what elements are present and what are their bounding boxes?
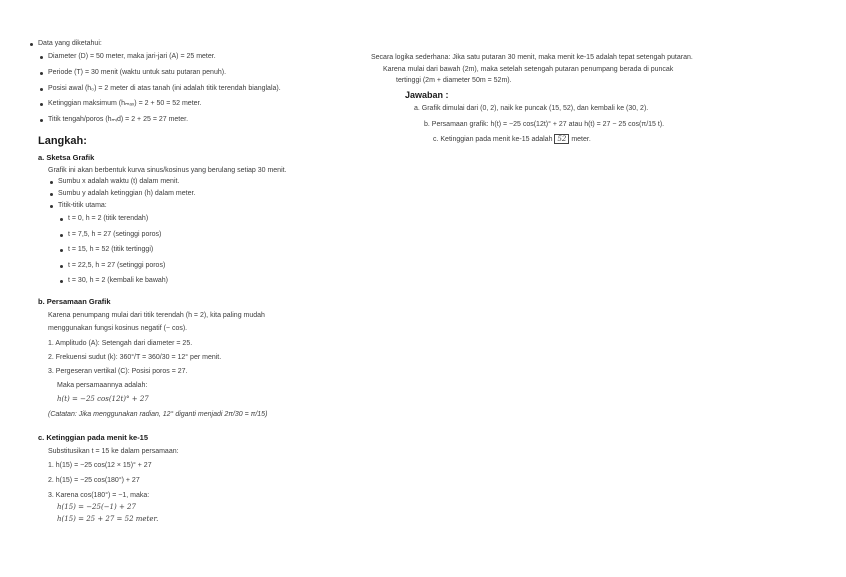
b-maka: Maka persamaannya adalah: — [57, 382, 148, 389]
b-step-amplitudo: 1. Amplitudo (A): Setengah dari diameter = 25. — [48, 340, 193, 347]
bullet — [40, 72, 43, 75]
a-point: t = 0, h = 2 (titik terendah) — [68, 215, 149, 222]
bullet — [60, 234, 63, 237]
data-item-posisi-awal: Posisi awal (h₀) = 2 meter di atas tanah (ini adalah titik terendah bianglala). — [48, 85, 281, 92]
section-b-intro-2: menggunakan fungsi kosinus negatif (− cos). — [48, 325, 188, 332]
bullet — [40, 119, 43, 122]
a-point: t = 30, h = 2 (kembali ke bawah) — [68, 277, 168, 284]
data-item-ketinggian-maks: Ketinggian maksimum (hₘₐₓ) = 2 + 50 = 52 meter. — [48, 100, 202, 107]
answer-a: a. Grafik dimulai dari (0, 2), naik ke puncak (15, 52), dan kembali ke (30, 2). — [414, 105, 649, 112]
a-point: t = 22,5, h = 27 (setinggi poros) — [68, 262, 166, 269]
bullet — [50, 205, 53, 208]
section-a-title: a. Sketsa Grafik — [38, 153, 95, 162]
section-c-title: c. Ketinggian pada menit ke-15 — [38, 433, 149, 442]
answer-c — [433, 135, 591, 144]
section-b-intro-1: Karena penumpang mulai dari titik terendah (h = 2), kita paling mudah — [48, 312, 265, 319]
data-item-diameter: Diameter (D) = 50 meter, maka jari-jari (A) = 25 meter. — [48, 53, 216, 60]
b-step-pergeseran: 3. Pergeseran vertikal (C): Posisi poros = 27. — [48, 368, 188, 375]
bullet — [60, 265, 63, 268]
answer-b: b. Persamaan grafik: h(t) = −25 cos(12t)° + 27 atau h(t) = 27 − 25 cos(π/15 t). — [424, 121, 665, 128]
section-a-intro: Grafik ini akan berbentuk kurva sinus/kosinus yang berulang setiap 30 menit. — [48, 167, 287, 174]
c-sub: h(15) = −25(−1) + 27 — [57, 503, 136, 511]
bullet — [60, 280, 63, 283]
answer-c-text: c. Ketinggian pada menit ke-15 adalah — [433, 136, 553, 143]
b-equation: h(t) = −25 cos(12t)° + 27 — [57, 395, 149, 403]
section-c-intro: Substitusikan t = 15 ke dalam persamaan: — [48, 448, 179, 455]
bullet — [50, 193, 53, 196]
data-item-periode: Periode (T) = 30 menit (waktu untuk satu putaran penuh). — [48, 69, 227, 76]
data-item-poros: Titik tengah/poros (hₘᵢd) = 2 + 25 = 27 meter. — [48, 116, 189, 123]
data-diketahui-heading: Data yang diketahui: — [38, 40, 102, 47]
bullet — [40, 56, 43, 59]
b-note: (Catatan: Jika menggunakan radian, 12° diganti menjadi 2π/30 = π/15) — [48, 411, 268, 418]
c-step: 2. h(15) = −25 cos(180°) + 27 — [48, 477, 140, 484]
bullet — [30, 43, 33, 46]
a-bullet-y: Sumbu y adalah ketinggian (h) dalam meter. — [58, 190, 196, 197]
bullet — [40, 88, 43, 91]
c-step: 3. Karena cos(180°) = −1, maka: — [48, 492, 150, 499]
bullet — [60, 249, 63, 252]
jawaban-heading: Jawaban : — [405, 90, 449, 100]
b-step-frekuensi: 2. Frekuensi sudut (k): 360°/T = 360/30 = 12° per menit. — [48, 354, 222, 361]
bullet — [60, 218, 63, 221]
right-logic-2: Karena mulai dari bawah (2m), maka setelah setengah putaran penumpang berada di puncak — [383, 66, 674, 73]
bullet — [50, 181, 53, 184]
a-bullet-titik: Titik-titik utama: — [58, 202, 107, 209]
section-b-title: b. Persamaan Grafik — [38, 297, 111, 306]
c-sub: h(15) = 25 + 27 = 52 meter. — [57, 515, 159, 523]
a-point: t = 15, h = 52 (titik tertinggi) — [68, 246, 154, 253]
right-logic-3: tertinggi (2m + diameter 50m = 52m). — [396, 77, 512, 84]
right-logic-1: Secara logika sederhana: Jika satu putaran 30 menit, maka menit ke-15 adalah tepat setengah putaran. — [371, 54, 693, 61]
bullet — [40, 103, 43, 106]
langkah-heading: Langkah: — [38, 135, 87, 147]
a-point: t = 7,5, h = 27 (setinggi poros) — [68, 231, 162, 238]
answer-c-unit: meter. — [571, 136, 591, 143]
c-step: 1. h(15) = −25 cos(12 × 15)° + 27 — [48, 462, 152, 469]
answer-c-boxed-value: 52 — [554, 134, 569, 144]
a-bullet-x: Sumbu x adalah waktu (t) dalam menit. — [58, 178, 180, 185]
